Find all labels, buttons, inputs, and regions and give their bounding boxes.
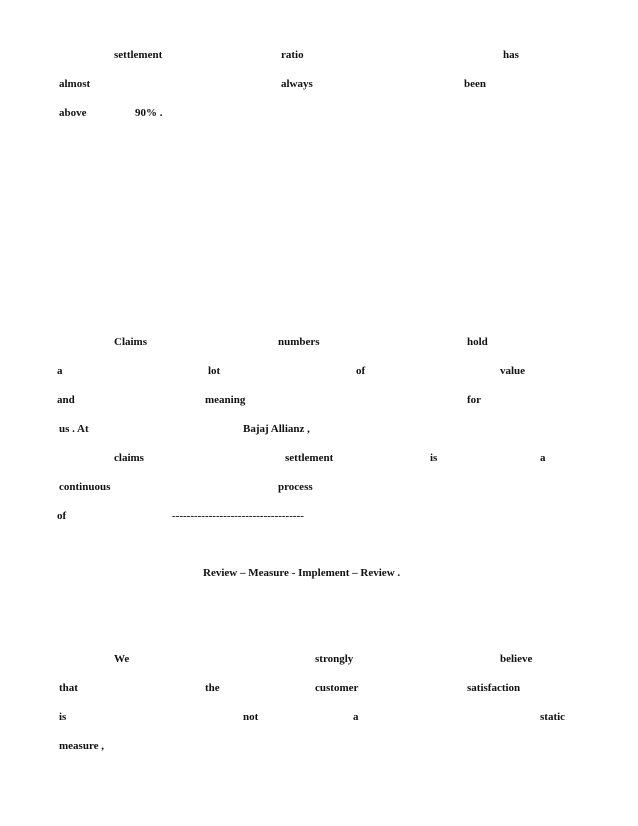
word: numbers [278, 336, 320, 348]
word: is [59, 711, 67, 723]
word: is [430, 452, 438, 464]
word: process [278, 481, 313, 493]
word: us . At [59, 423, 89, 435]
dashed-rule: ------------------------------------ [172, 510, 304, 522]
word: hold [467, 336, 488, 348]
word: ratio [281, 49, 304, 61]
word: a [540, 452, 546, 464]
word: 90% . [135, 107, 163, 119]
word: always [281, 78, 313, 90]
review-cycle-line: Review – Measure - Implement – Review . [203, 567, 401, 579]
word: claims [114, 452, 144, 464]
word: almost [59, 78, 91, 90]
word: static [540, 711, 566, 723]
word: settlement [114, 49, 163, 61]
word: has [503, 49, 519, 61]
word: of [57, 510, 67, 522]
word: lot [208, 365, 221, 377]
word: customer [315, 682, 359, 694]
word: believe [500, 653, 533, 665]
word: above [59, 107, 87, 119]
word: We [114, 653, 130, 665]
word: meaning [205, 394, 246, 406]
word: and [57, 394, 75, 406]
word: Claims [114, 336, 147, 348]
word: satisfaction [467, 682, 521, 694]
word: continuous [59, 481, 111, 493]
word: a [57, 365, 63, 377]
word: value [500, 365, 526, 377]
word: not [243, 711, 259, 723]
word: been [464, 78, 486, 90]
word: that [59, 682, 78, 694]
word: settlement [285, 452, 334, 464]
word: measure , [59, 740, 105, 752]
word: Bajaj Allianz , [243, 423, 310, 435]
word: strongly [315, 653, 354, 665]
word: a [353, 711, 359, 723]
word: for [467, 394, 482, 406]
word: the [205, 682, 220, 694]
word: of [356, 365, 366, 377]
